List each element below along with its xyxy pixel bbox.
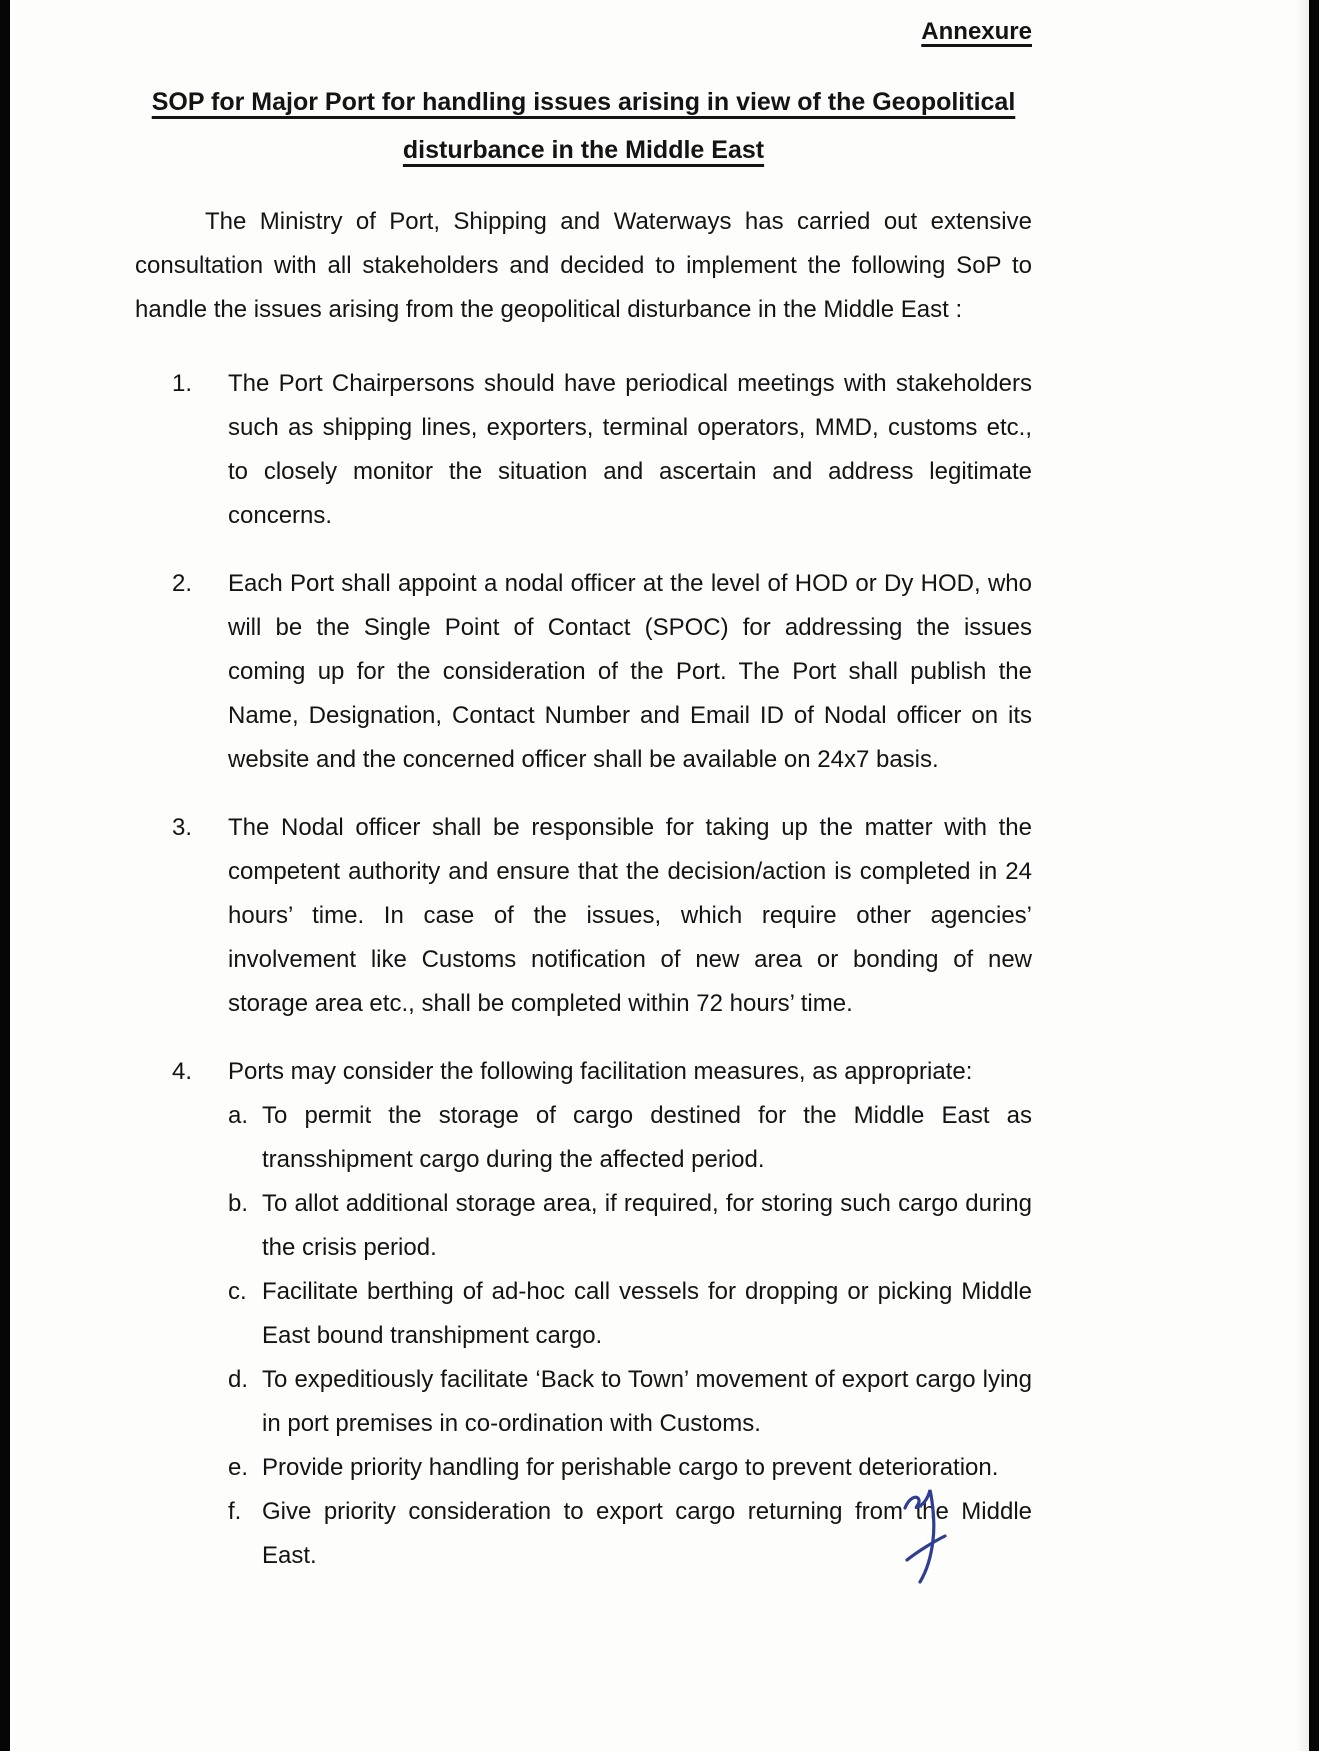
item-number: 4. <box>172 1058 193 1085</box>
item-text: The Nodal officer shall be responsible for taking up the matter with the competent authority and ensure that the decision/action is completed in 24 hours’ time. In case of the issues, which require other agencies’ involvement like Customs notification of new area or bonding of new storage area etc., shall be completed within 72 hours’ time. <box>228 814 1032 1017</box>
signature-stroke-main <box>905 1490 934 1582</box>
subitem-text: Provide priority handling for perishable cargo to prevent deterioration. <box>262 1454 999 1481</box>
sub-item-b <box>228 1182 1032 1270</box>
document-title-line-2: disturbance in the Middle East <box>402 136 765 164</box>
subitem-letter: c. <box>228 1278 247 1305</box>
list-item-3 <box>135 806 1032 1026</box>
item-text: Ports may consider the following facilitation measures, as appropriate: <box>228 1058 973 1085</box>
annexure-label <box>135 10 1032 54</box>
list-item-2 <box>135 562 1032 782</box>
document-title-line-1: SOP for Major Port for handling issues arising in view of the Geopolitical <box>151 88 1016 116</box>
document-title <box>135 78 1032 174</box>
sub-item-a <box>228 1094 1032 1182</box>
subitem-letter: b. <box>228 1190 249 1217</box>
signature-stroke-cross <box>907 1536 945 1560</box>
subitem-letter: d. <box>228 1366 249 1393</box>
document-content <box>135 10 1032 1578</box>
intro-paragraph: The Ministry of Port, Shipping and Waterways has carried out extensive consultation with all stakeholders and decided to implement the following SoP to handle the issues arising from the geopolitical disturbance in the Middle East : <box>135 208 1032 323</box>
subitem-text: To allot additional storage area, if required, for storing such cargo during the crisis period. <box>262 1190 1032 1261</box>
scan-border-left <box>0 0 10 1751</box>
subitem-text: To expeditiously facilitate ‘Back to Town’ movement of export cargo lying in port premises in co-ordination with Customs. <box>262 1366 1032 1437</box>
subitem-letter: a. <box>228 1102 249 1129</box>
subitem-letter: f. <box>228 1498 242 1525</box>
item-number: 1. <box>172 370 193 397</box>
item-text: The Port Chairpersons should have periodical meetings with stakeholders such as shipping lines, exporters, terminal operators, MMD, customs etc., to closely monitor the situation and ascertain and address legitimate concerns. <box>228 370 1032 529</box>
scan-border-right <box>1309 0 1319 1751</box>
subitem-text: Facilitate berthing of ad-hoc call vessels for dropping or picking Middle East bound transhipment cargo. <box>262 1278 1032 1349</box>
scan-shadow <box>1295 0 1309 1751</box>
list-item-4 <box>135 1050 1032 1094</box>
list-item-1 <box>135 362 1032 538</box>
item-number: 3. <box>172 814 193 841</box>
sub-item-d <box>228 1358 1032 1446</box>
item-text: Each Port shall appoint a nodal officer at the level of HOD or Dy HOD, who will be the Single Point of Contact (SPOC) for addressing the issues coming up for the consideration of the Port. The Port shall publish the Name, Designation, Contact Number and Email ID of Nodal officer on its website and the concerned officer shall be available on 24x7 basis. <box>228 570 1032 773</box>
annexure-text: Annexure <box>921 18 1032 45</box>
sub-item-c <box>228 1270 1032 1358</box>
subitem-letter: e. <box>228 1454 249 1481</box>
handwritten-initial-signature <box>893 1476 957 1588</box>
item-number: 2. <box>172 570 193 597</box>
subitem-text: To permit the storage of cargo destined for the Middle East as transshipment cargo during the affected period. <box>262 1102 1032 1173</box>
subitem-text: Give priority consideration to export cargo returning from the Middle East. <box>262 1498 1032 1569</box>
